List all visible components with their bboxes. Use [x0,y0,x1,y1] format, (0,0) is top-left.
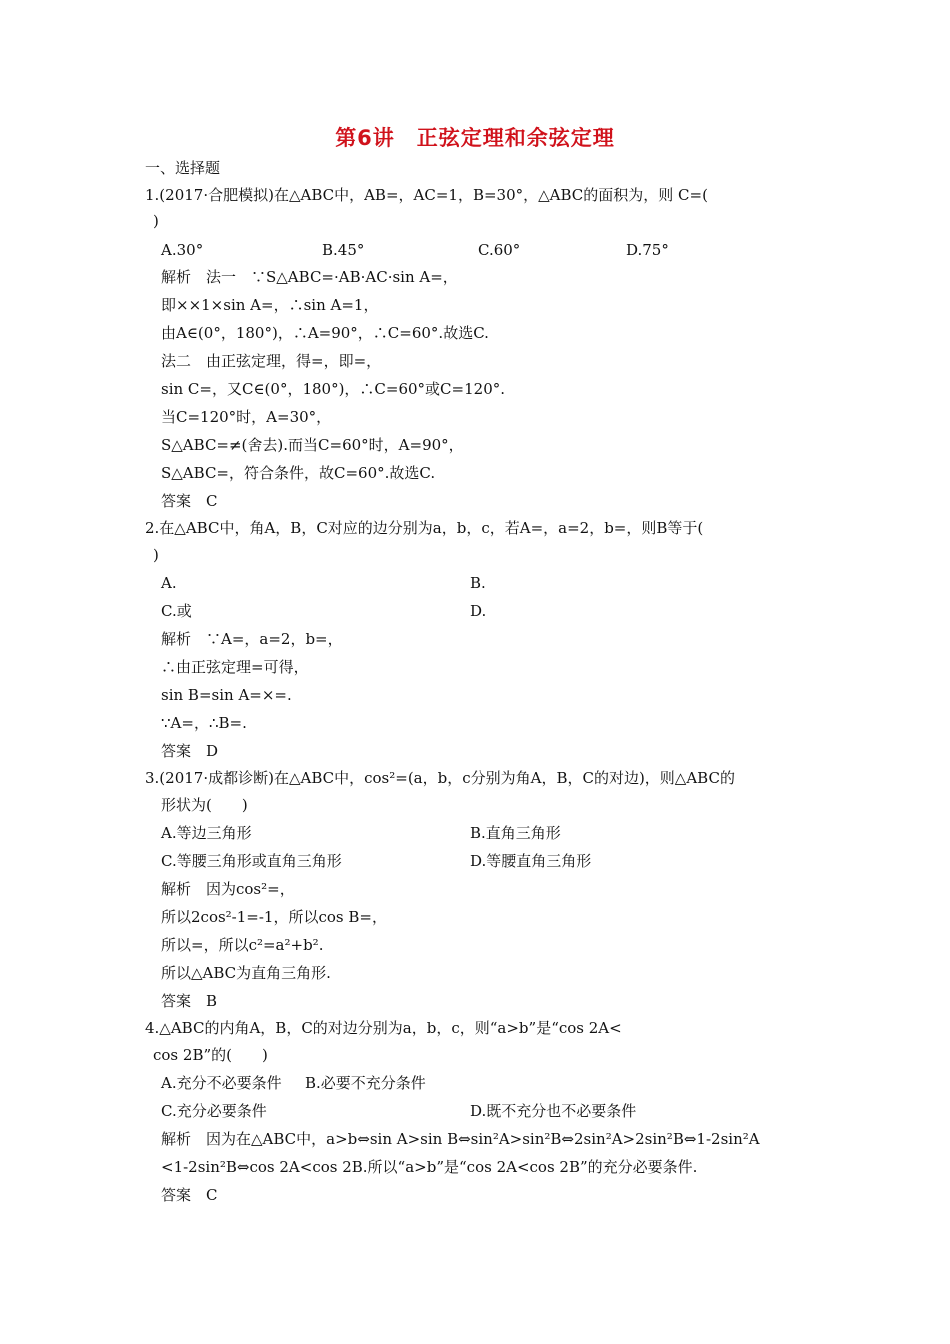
q3-stem-line-1: 3.(2017·成都诊断)在△ABC中，cos²=(a，b，c分别为角A，B，C的对边)，则△ABC的 [145,769,735,787]
q3-solution-line: 所以△ABC为直角三角形. [161,964,331,982]
q3-answer: 答案 B [161,992,218,1010]
q3-option-d: D.等腰直角三角形 [470,852,592,870]
q1-option-c: C.60° [478,241,521,259]
q2-stem-line-2: ) [153,546,159,564]
q2-option-a: A. [161,574,177,592]
q4-option-c: C.充分必要条件 [161,1102,267,1120]
q4-stem-line-1: 4.△ABC的内角A，B，C的对边分别为a，b，c，则“a>b”是“cos 2A< [145,1019,622,1037]
q1-stem-line-2: ) [153,212,159,230]
q2-solution-line: ∵A=，∴B=. [161,714,247,732]
q1-solution-line: 法二 由正弦定理，得=，即=， [161,352,382,370]
q2-answer: 答案 D [161,742,219,760]
q2-solution-line: 解析 ∵A=，a=2，b=， [161,630,343,648]
q1-solution-line: 当C=120°时，A=30°， [161,408,332,426]
q3-option-c: C.等腰三角形或直角三角形 [161,852,342,870]
q2-solution-line: ∴由正弦定理=可得， [161,658,309,676]
q1-solution-line: sin C=，又C∈(0°，180°)，∴C=60°或C=120°. [161,380,506,398]
q3-solution-line: 所以=，所以c²=a²+b². [161,936,324,954]
q1-solution-line: 即××1×sin A=，∴sin A=1， [161,296,379,314]
q2-solution-line: sin B=sin A=×=. [161,686,292,704]
q1-answer: 答案 C [161,492,218,510]
q4-option-d: D.既不充分也不必要条件 [470,1102,637,1120]
q4-answer: 答案 C [161,1186,218,1204]
page-title: 第6讲 正弦定理和余弦定理 [335,126,615,150]
q2-stem-line-1: 2.在△ABC中，角A，B，C对应的边分别为a，b，c，若A=，a=2，b=，则B等于( [145,519,704,537]
section-heading: 一、选择题 [145,159,221,177]
q3-option-a: A.等边三角形 [161,824,252,842]
q1-option-a: A.30° [161,241,204,259]
q1-solution-line: S△ABC=，符合条件，故C=60°.故选C. [161,464,436,482]
q1-option-b: B.45° [322,241,365,259]
q3-stem-line-2: 形状为( ) [161,796,248,814]
q2-option-c: C.或 [161,602,192,620]
q1-solution-line: 由A∈(0°，180°)，∴A=90°，∴C=60°.故选C. [161,324,489,342]
q4-option-a: A.充分不必要条件 [161,1074,282,1092]
q2-option-b: B. [470,574,486,592]
q4-solution-line: 解析 因为在△ABC中，a>b⇔sin A>sin B⇔sin²A>sin²B⇔2sin²A>2sin²B⇔1-2sin²A [161,1130,760,1148]
q4-solution-line: <1-2sin²B⇔cos 2A<cos 2B.所以“a>b”是“cos 2A<cos 2B”的充分必要条件. [161,1158,698,1176]
q1-solution-line: S△ABC=≠(舍去).而当C=60°时，A=90°， [161,436,464,454]
q3-solution-line: 解析 因为cos²=， [161,880,295,898]
q1-stem-line-1: 1.(2017·合肥模拟)在△ABC中，AB=，AC=1，B=30°，△ABC的面积为，则 C=( [145,186,708,204]
q1-option-d: D.75° [626,241,669,259]
q4-option-b: B.必要不充分条件 [305,1074,426,1092]
q2-option-d: D. [470,602,487,620]
q3-option-b: B.直角三角形 [470,824,561,842]
q3-solution-line: 所以2cos²-1=-1，所以cos B=， [161,908,387,926]
q4-stem-line-2: cos 2B”的( ) [153,1046,268,1064]
q1-solution-line: 解析 法一 ∵S△ABC=·AB·AC·sin A=， [161,268,458,286]
